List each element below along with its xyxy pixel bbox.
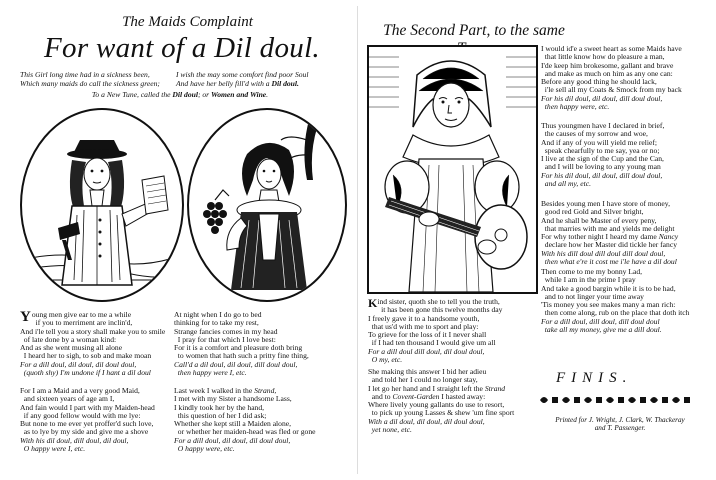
stanza-4: Last week I walked in the Strand, I met with my Sister a handsome Lass, I kindly took her by the hand, this question of her I did ask; Whether she kept still a Maiden alone, or whether her maiden-head was fled or gone For a dill doul, dil doul, dil doul doul, O happy were, etc. — [174, 386, 316, 454]
tune-line: To a New Tune, called the Dil doul; or Women and Wine. — [91, 90, 269, 99]
left-heading-small: The Maids Complaint — [122, 14, 253, 30]
intro-left: This Girl long time had in a sickness been, Which many maids do call the sickness green; — [20, 70, 160, 88]
page-fold — [357, 6, 358, 474]
second-part-stanza-5: Kind sister, quoth she to tell you the truth, it has been gone this twelve months day I freely gave it to a handsome youth, that us'd with me to sport and play: To grieve for the loss of it I never shall if I had ten thousand I would give um all For a dill doul dill doul, dil doul doul, O my, etc. — [368, 296, 503, 365]
woodcut-man — [20, 108, 184, 302]
ornament-border — [536, 394, 696, 406]
stanza-1: Young men give ear to me a while if you to merriment are inclin'd, And i'le tell you a story shall make you to smile of late done by a woman kind: And as she went musing all alone I heard her to sigh, to sob and make moan For a dill doul, dil doul, dil doul doul, (quoth shy) I'm undone if I hant a dil doul — [20, 309, 166, 378]
left-heading-large: For want of a Dil doul. — [44, 32, 320, 64]
intro-right: I wish the may some comfort find poor Soul And have her belly fill'd with a Dil doul. — [176, 70, 309, 88]
printer-imprint: Printed for J. Wright, J. Clark, W. Thackeray and T. Passenger. — [555, 416, 685, 433]
woodcut-woman-image — [189, 110, 345, 300]
right-heading: The Second Part, to the same — [383, 22, 565, 39]
second-part-stanza-3: Besides young men I have store of money, good red Gold and Silver bright, And he shall be Master of every peny, that marries with me and yields me delight For why tother night I heard my dame Nancy declare how her Master did tickle her fancy With his dill doul dill doul dill doul doul, then what e're it cost me i'le have a dil doul — [541, 199, 679, 267]
ornament-icon — [536, 394, 696, 406]
finis: FINIS. — [556, 370, 633, 386]
second-part-stanza-4: Then come to me my bonny Lad, while I am in the prime I pray And take a good bargin while it is to be had, and to not linger your time away 'Tis money you see makes many a man rich: then come along, rub on the place that doth itch For a dill doul, dill doul, dill doul doul take all my money, give me a dill doul. — [541, 267, 690, 335]
stanza-2: For I am a Maid and a very good Maid, and sixteen years of age am I, And fain would I part with my Maiden-head if any good fellow would with me lye: But none to me ever yet proffer'd such love, as to lye by my side and give me a shove With his dil doul, dill doul, dil doul, O happy were I, etc. — [20, 386, 155, 454]
woodcut-lute-player — [367, 45, 538, 294]
second-part-stanza-2: Thus youngmen have I declared in brief, the causes of my sorrow and woe, And if any of you will yield me relief; speak chearfully to me say, yea or no; I live at the sign of the Cup and the Can, and I will be loving to any young man For his dil doul, dil doul, dill doul doul, and all my, etc. — [541, 121, 665, 189]
woodcut-lute-player-image — [369, 47, 536, 292]
second-part-stanza-6: She making this answer I bid her adieu and told her I could no longer stay, I let go her hand and I straight left the Strand and to Covent-Garden I hasted away: Where lively young gallants do use to resort, to pick up young Lasses & shew 'um fine sport With a dil doul, dil doul, dil doul doul, yet none, etc. — [368, 367, 515, 435]
stanza-3: At night when I do go to bed thinking for to take my rest, Strange fancies comes in my head I pray for that which I love best: For it is a comfort and pleasure doth bring to women that hath such a pritty fine thing, Call'd a dil doul, dil doul, dill doul doul, then happy were I, etc. — [174, 310, 309, 378]
second-part-stanza-1: I would id'e a sweet heart as some Maids have that little know how do pleasure a man, I'de keep him brokesome, gallant and brave and make as much on him as any one can: Before any good thing he should lack, i'le sell all my Coats & Smock from my back For his dil doul, dil doul, dill doul doul, then happy were, etc. — [541, 44, 682, 112]
woodcut-man-image — [22, 110, 182, 300]
dropcap-k: K — [368, 296, 378, 310]
woodcut-woman — [187, 108, 347, 302]
dropcap-y: Y — [20, 309, 31, 325]
